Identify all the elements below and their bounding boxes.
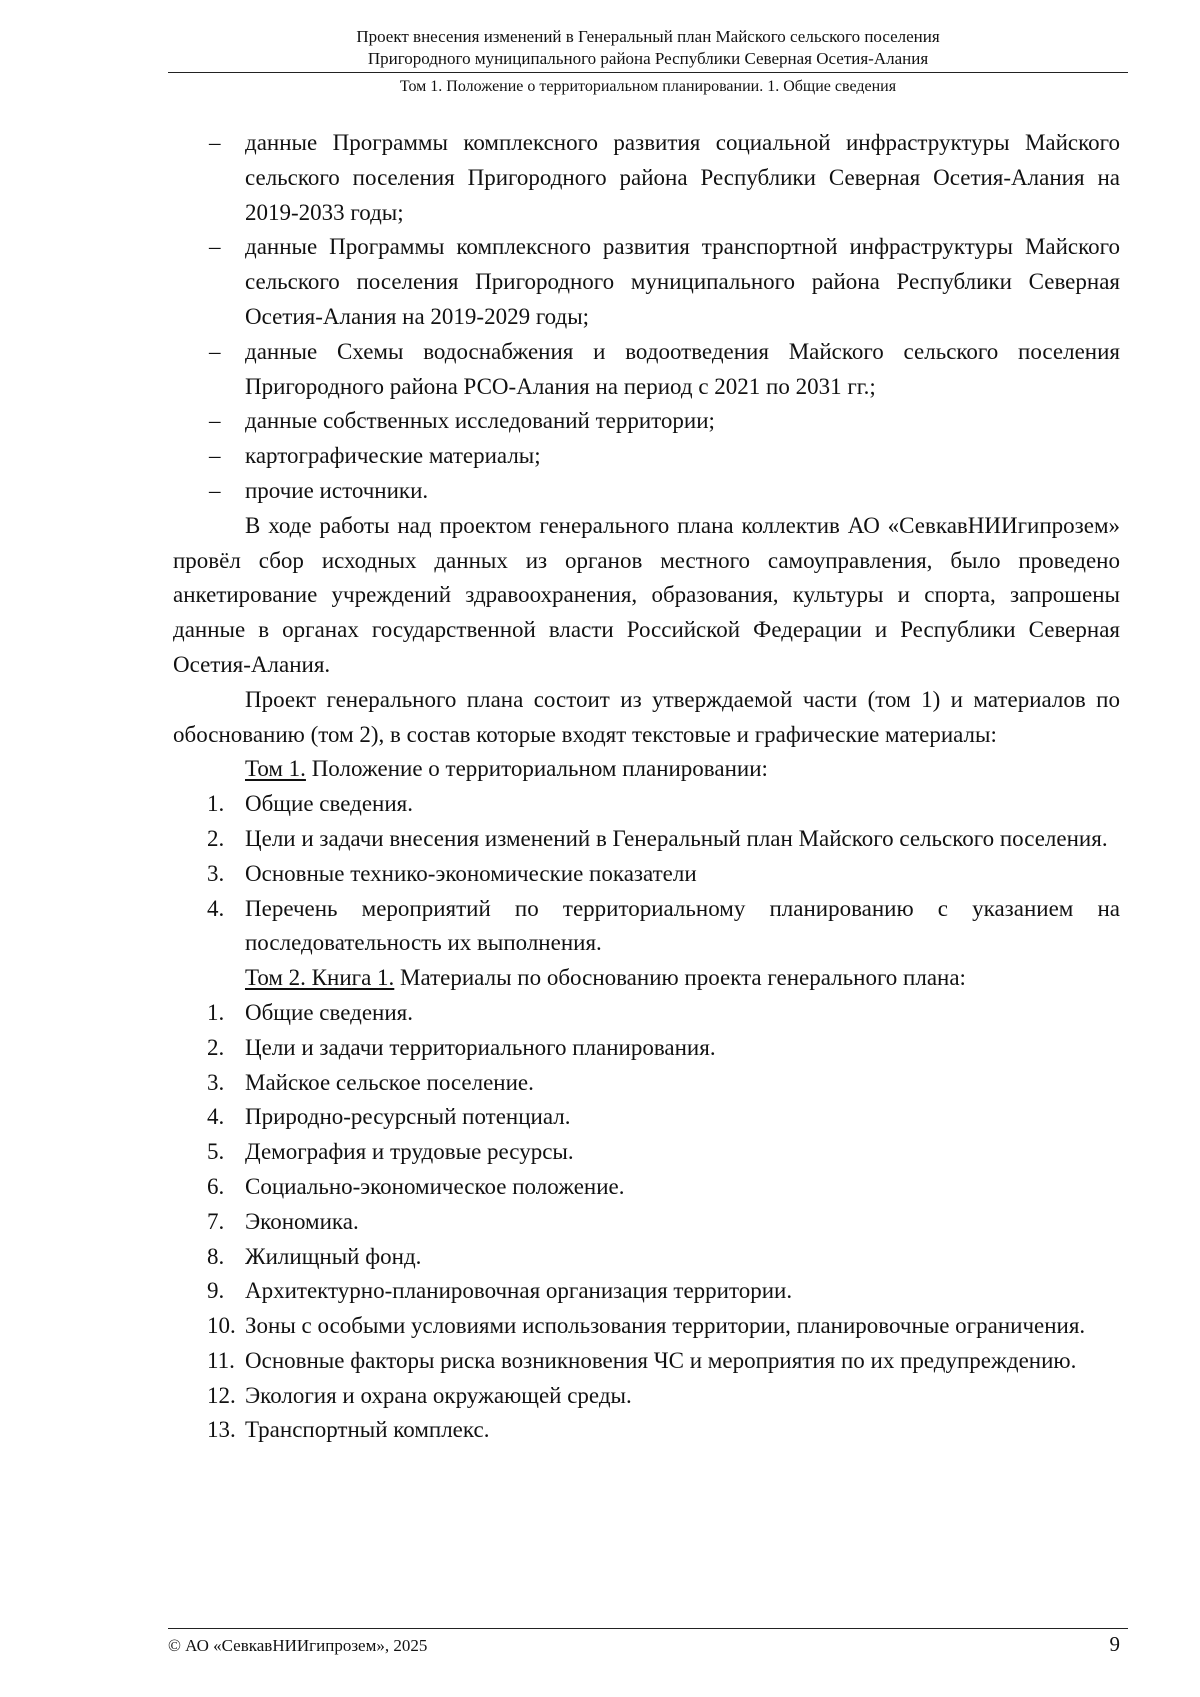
list-item-text: прочие источники. xyxy=(245,477,429,503)
numbered-item xyxy=(173,1170,1120,1205)
numbered-item xyxy=(173,822,1120,857)
document-body xyxy=(173,126,1120,1448)
item-text: Социально-экономическое положение. xyxy=(245,1173,625,1199)
list-item xyxy=(173,230,1120,334)
dash-marker: – xyxy=(209,408,221,434)
numbered-item xyxy=(173,787,1120,822)
numbered-item xyxy=(173,1100,1120,1135)
list-item xyxy=(173,126,1120,230)
page-header xyxy=(168,26,1128,97)
item-number: 4. xyxy=(207,895,225,921)
dash-marker: – xyxy=(209,130,221,155)
item-number: 6. xyxy=(207,1173,225,1199)
list-item-text: данные собственных исследований территории; xyxy=(245,408,715,434)
volume-2-title: Материалы по обоснованию проекта генерального плана: xyxy=(394,965,966,991)
footer-copyright: © АО «СевкавНИИгипрозем», 2025 xyxy=(168,1636,428,1655)
dash-marker: – xyxy=(209,443,221,469)
header-section-title: Том 1. Положение о территориальном планировании. 1. Общие сведения xyxy=(399,78,897,95)
dash-marker: – xyxy=(209,234,221,260)
item-number: 2. xyxy=(207,825,225,851)
item-number: 11. xyxy=(207,1347,235,1373)
volume-1-list xyxy=(173,787,1120,961)
item-number: 5. xyxy=(207,1139,225,1165)
numbered-item xyxy=(173,996,1120,1031)
paragraph: Проект генерального плана состоит из утверждаемой части (том 1) и материалов по обоснованию (том 2), в состав которые входят текстовые и графические материалы: xyxy=(173,686,1120,747)
item-text: Жилищный фонд. xyxy=(245,1243,422,1269)
numbered-item xyxy=(173,1413,1120,1448)
numbered-item xyxy=(173,892,1120,962)
item-text: Транспортный комплекс. xyxy=(245,1417,490,1443)
item-text: Архитектурно-планировочная организация территории. xyxy=(245,1278,793,1304)
numbered-item xyxy=(173,1205,1120,1240)
numbered-item xyxy=(173,1309,1120,1344)
item-number: 3. xyxy=(207,1069,225,1095)
item-text: Природно-ресурсный потенциал. xyxy=(245,1104,571,1130)
item-number: 9. xyxy=(207,1278,225,1304)
page-number: 9 xyxy=(1109,1632,1120,1656)
item-number: 8. xyxy=(207,1243,225,1269)
item-text: Основные технико-экономические показатели xyxy=(245,860,697,886)
list-item-text: данные Схемы водоснабжения и водоотведения Майского сельского поселения Пригородного района РСО-Алания на период с 2021 по 2031 гг.; xyxy=(245,338,1120,399)
item-number: 2. xyxy=(207,1034,225,1060)
list-item-text: картографические материалы; xyxy=(245,443,541,469)
list-item xyxy=(173,474,1120,509)
volume-1-label: Том 1. xyxy=(245,756,306,782)
header-title-line-2: Пригородного муниципального района Республики Северная Осетия-Алания xyxy=(367,49,929,68)
volume-2-heading xyxy=(173,961,1120,996)
list-item-text: данные Программы комплексного развития социальной инфраструктуры Майского сельского поселения Пригородного района Республики Северная Осетия-Алания на 2019-2033 годы; xyxy=(245,130,1120,225)
dash-marker: – xyxy=(209,338,221,364)
numbered-item xyxy=(173,1066,1120,1101)
list-item xyxy=(173,335,1120,405)
numbered-item xyxy=(173,1274,1120,1309)
header-divider xyxy=(168,72,1128,73)
list-item xyxy=(173,439,1120,474)
numbered-item xyxy=(173,1344,1120,1379)
item-text: Общие сведения. xyxy=(245,791,413,817)
item-number: 10. xyxy=(207,1313,236,1339)
item-text: Основные факторы риска возникновения ЧС и мероприятия по их предупреждению. xyxy=(245,1347,1077,1373)
list-item xyxy=(173,404,1120,439)
item-number: 12. xyxy=(207,1382,236,1408)
item-text: Общие сведения. xyxy=(245,999,413,1025)
item-number: 1. xyxy=(207,999,225,1025)
item-text: Экология и охрана окружающей среды. xyxy=(245,1382,632,1408)
item-number: 13. xyxy=(207,1417,236,1443)
header-title-line-1: Проект внесения изменений в Генеральный план Майского сельского поселения xyxy=(356,27,940,46)
item-text: Майское сельское поселение. xyxy=(245,1069,534,1095)
item-number: 3. xyxy=(207,860,225,886)
page-footer xyxy=(168,1628,1128,1657)
item-number: 4. xyxy=(207,1104,225,1130)
item-number: 1. xyxy=(207,791,225,817)
item-number: 7. xyxy=(207,1208,225,1234)
volume-2-label: Том 2. Книга 1. xyxy=(245,965,395,991)
item-text: Демография и трудовые ресурсы. xyxy=(245,1139,574,1165)
item-text: Зоны с особыми условиями использования территории, планировочные ограничения. xyxy=(245,1313,1086,1339)
numbered-item xyxy=(173,1031,1120,1066)
item-text: Цели и задачи территориального планирования. xyxy=(245,1034,716,1060)
footer-divider xyxy=(168,1628,1128,1629)
volume-1-heading xyxy=(173,752,1120,787)
dash-marker: – xyxy=(209,477,221,503)
item-text: Перечень мероприятий по территориальному планированию с указанием на последовательность их выполнения. xyxy=(245,895,1120,956)
item-text: Цели и задачи внесения изменений в Генеральный план Майского сельского поселения. xyxy=(245,825,1108,851)
numbered-item xyxy=(173,857,1120,892)
source-data-list xyxy=(173,126,1120,509)
numbered-item xyxy=(173,1240,1120,1275)
list-item-text: данные Программы комплексного развития транспортной инфраструктуры Майского сельского поселения Пригородного муниципального района Республики Северная Осетия-Алания на 2019-2029 годы; xyxy=(245,234,1120,329)
volume-1-title: Положение о территориальном планировании: xyxy=(305,756,768,782)
paragraph: В ходе работы над проектом генерального плана коллектив АО «СевкавНИИгипрозем» провёл сбор исходных данных из органов местного самоуправления, было проведено анкетирование учреждений здравоохранения, образования, культуры и спорта, запрошены данные в органах государственной власти Российской Федерации и Республики Северная Осетия-Алания. xyxy=(173,512,1120,677)
numbered-item xyxy=(173,1379,1120,1414)
item-text: Экономика. xyxy=(245,1208,359,1234)
numbered-item xyxy=(173,1135,1120,1170)
volume-2-list xyxy=(173,996,1120,1448)
